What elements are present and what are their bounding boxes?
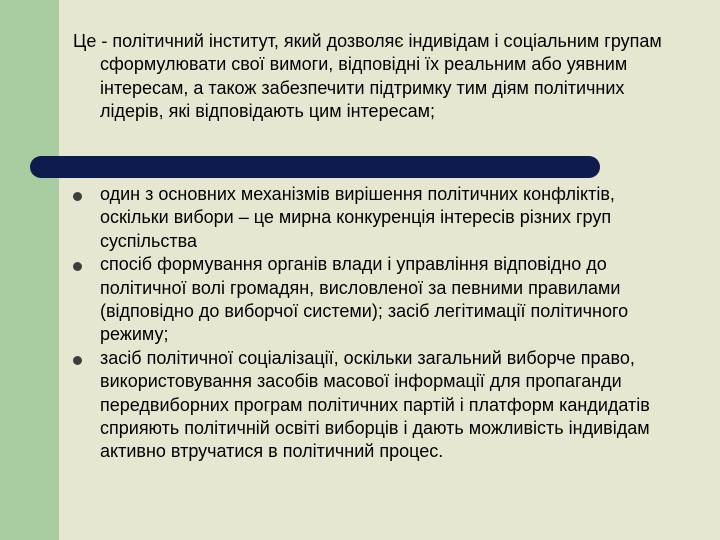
bullet-item (73, 253, 673, 347)
bullet-dot-icon (73, 356, 82, 365)
bullet-text: один з основних механізмів вирішення політичних конфліктів, оскільки вибори – це мирна конкуренція інтересів різних груп суспільства (100, 184, 615, 251)
slide-content (73, 30, 673, 462)
bullet-item (73, 347, 673, 464)
bullet-list (73, 183, 673, 464)
bullet-dot-icon (73, 262, 82, 271)
intro-paragraph: Це - політичний інститут, який дозволяє індивідам і соціальним групам сформулювати свої вимоги, відповідні їх реальним або уявним інтересам, а також забезпечити підтримку тим діям політичних лідерів, які відповідають цим інтересам; (73, 31, 662, 122)
left-accent-band (0, 0, 59, 540)
divider-bar (30, 156, 600, 178)
bullet-dot-icon (73, 192, 82, 201)
bullet-text: спосіб формування органів влади і управління відповідно до політичної волі громадян, висловленої за певними правилами (відповідно до виборчої системи); засіб легітимації політичного режиму; (100, 254, 629, 345)
bullet-item (73, 183, 673, 253)
bullet-text: засіб політичної соціалізації, оскільки загальний виборче право, використовування засобів масової інформації для пропаганди передвиборних програм політичних партій і платформ кандидатів сприяють політичній освіті виборців і дають можливість індивідам активно втручатися в політичний процес. (100, 347, 650, 462)
